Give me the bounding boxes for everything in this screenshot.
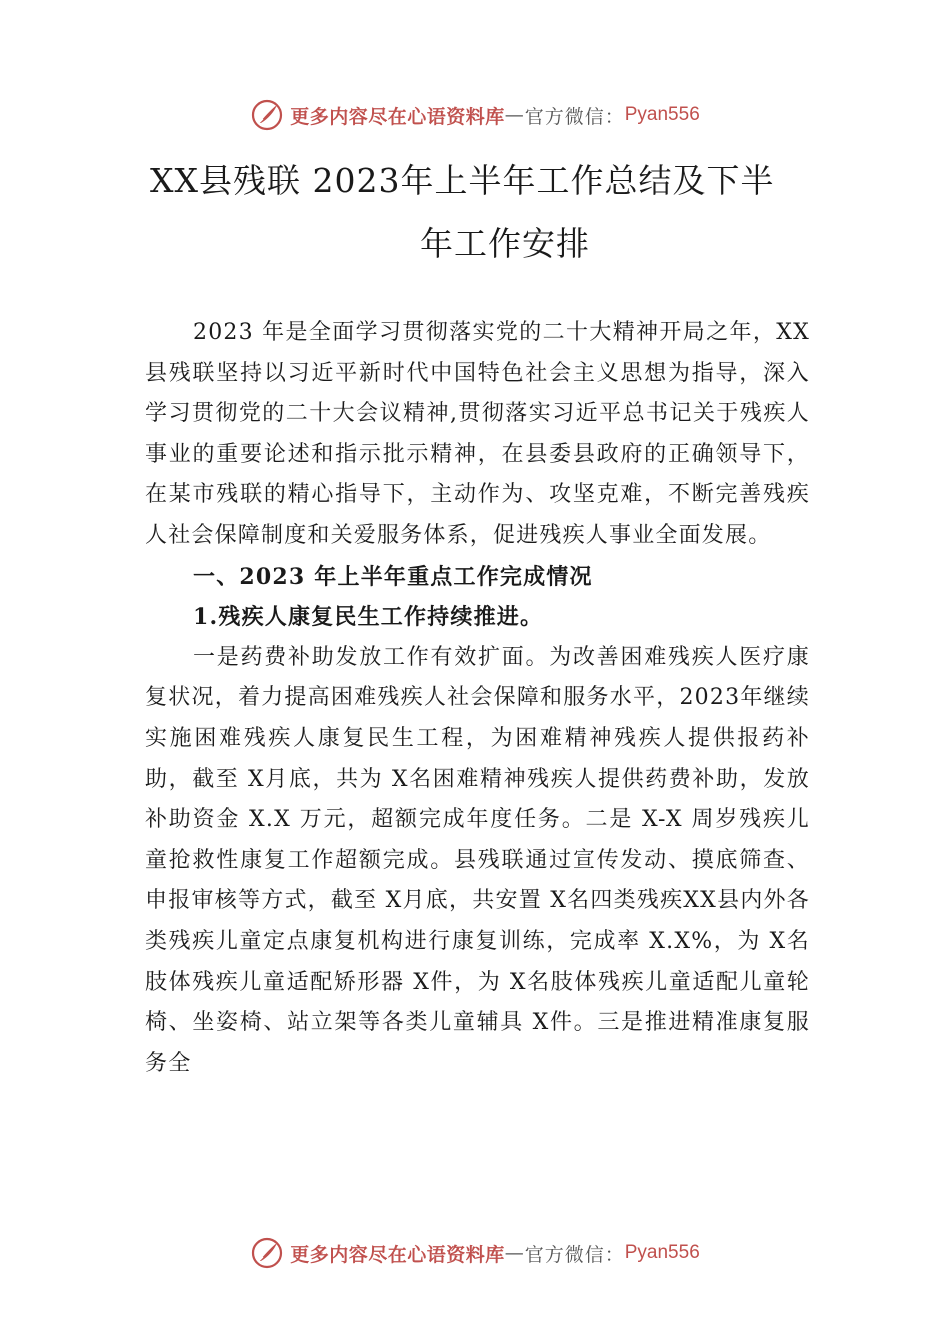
quill-logo-icon [250, 98, 284, 132]
banner-brand: 更多内容尽在心语资料库 [290, 1243, 505, 1266]
header-banner [0, 95, 950, 135]
banner-brand: 更多内容尽在心语资料库 [290, 105, 505, 128]
quill-logo-icon [250, 1236, 284, 1270]
banner-official-label: 官方微信： [524, 105, 625, 128]
banner-wechat-id: Pyan556 [624, 1242, 700, 1263]
banner-wechat-id: Pyan556 [624, 104, 700, 125]
banner-separator: — [504, 1242, 525, 1264]
footer-banner [0, 1233, 950, 1273]
section-heading: 一、2023 年上半年重点工作完成情况 [193, 563, 593, 590]
subsection-heading: 1.残疾人康复民生工作持续推进。 [193, 604, 544, 631]
document-body [145, 313, 810, 1084]
banner-official-label: 官方微信： [524, 1243, 625, 1266]
rehab-paragraph: 一是药费补助发放工作有效扩面。为改善困难残疾人医疗康复状况，着力提高困难残疾人社会保障和服务水平，2023年继续实施困难残疾人康复民生工程，为困难精神残疾人提供报药补助，截至 X月底，共为 X名困难精神残疾人提供药费补助，发放补助资金 X.X 万元，超额完成年度任务。二是 X-X 周岁残疾儿童抢救性康复工作超额完成。县残联通过宣传发动、摸底筛查、申报审核等方式，截至 X月底，共安置 X名四类残疾XX县内外各类残疾儿童定点康复机构进行康复训练，完成率 X.X%，为 X名肢体残疾儿童适配矫形器 X件，为 X名肢体残疾儿童适配儿童轮椅、坐姿椅、站立架等各类儿童辅具 X件。三是推进精准康复服务全 [145, 644, 810, 1076]
banner-separator: — [504, 104, 525, 126]
document-title-line-2: 年工作安排 [420, 224, 590, 263]
intro-paragraph: 2023 年是全面学习贯彻落实党的二十大精神开局之年，XX县残联坚持以习近平新时代中国特色社会主义思想为指导，深入学习贯彻党的二十大会议精神,贯彻落实习近平总书记关于残疾人事业的重要论述和指示批示精神，在县委县政府的正确领导下，在某市残联的精心指导下，主动作为、攻坚克难，不断完善残疾人社会保障制度和关爱服务体系，促进残疾人事业全面发展。 [145, 320, 810, 548]
document-title-line-1: XX县残联 2023年上半年工作总结及下半 [150, 161, 775, 200]
